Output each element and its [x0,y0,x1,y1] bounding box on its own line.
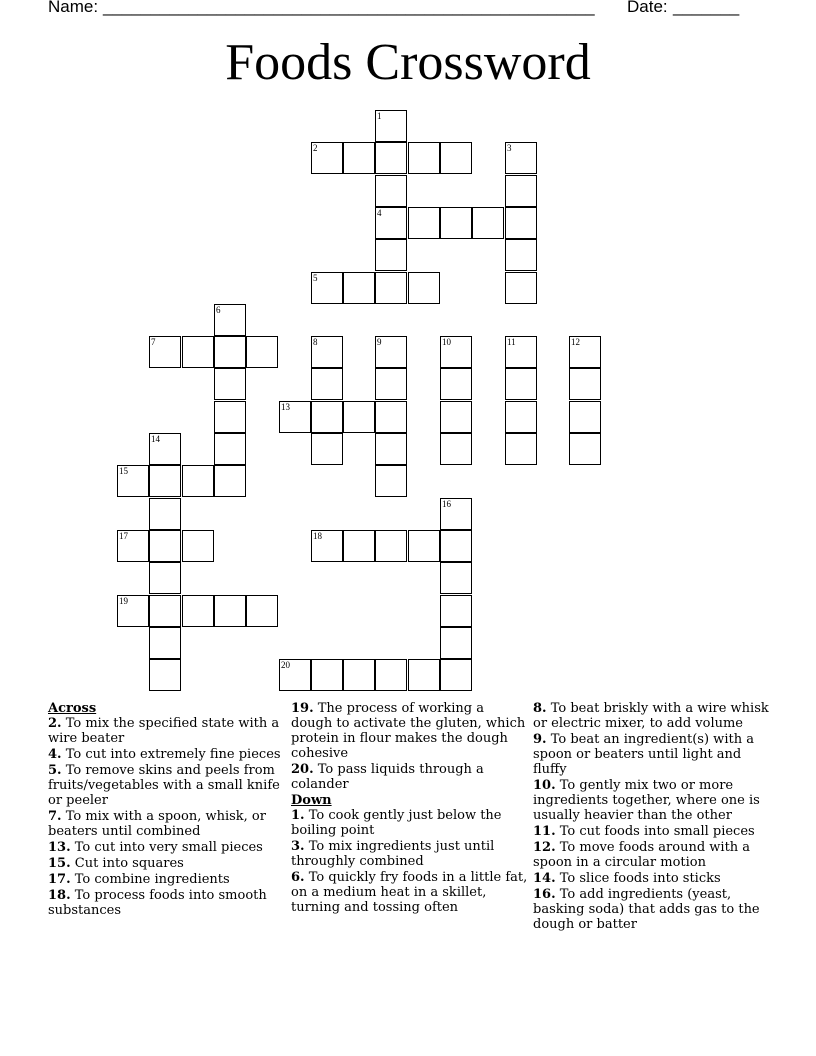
grid-cell[interactable] [440,498,472,530]
clue-number: 20. [291,762,314,777]
clue [533,732,773,777]
clue-text: To beat an ingredient(s) with a spoon or beaters until light and fluffy [533,732,754,777]
grid-cell[interactable] [343,530,375,562]
clue-text: To mix the specified state with a wire beater [48,716,280,746]
grid-cell[interactable] [149,530,181,562]
across-clue-list [48,716,288,918]
grid-cell[interactable] [311,368,343,400]
grid-cell[interactable] [117,465,149,497]
grid-cell[interactable] [408,207,440,239]
clue-number: 7 [151,337,156,347]
grid-cell[interactable] [279,401,311,433]
grid-cell[interactable] [214,433,246,465]
grid-cell[interactable] [569,401,601,433]
grid-cell[interactable] [440,368,472,400]
grid-cell[interactable] [182,336,214,368]
date-label: Date: [627,0,668,16]
clue-number: 1. [291,808,305,823]
clue-number: 9. [533,732,547,747]
grid-cell[interactable] [440,659,472,691]
grid-cell[interactable] [440,207,472,239]
grid-cell[interactable] [279,659,311,691]
grid-cell[interactable] [440,595,472,627]
grid-cell[interactable] [375,659,407,691]
grid-cell[interactable] [408,142,440,174]
clue-text: To quickly fry foods in a little fat, on a medium heat in a skillet, turning and tossing often [291,870,528,915]
grid-cell[interactable] [440,530,472,562]
clue [48,763,288,808]
clues-column-1 [48,701,288,919]
clue [48,840,288,855]
clue-number: 14 [151,434,160,444]
grid-cell[interactable] [375,401,407,433]
grid-cell[interactable] [505,368,537,400]
clue-number: 10. [533,778,556,793]
clue [533,840,773,870]
clue [291,701,529,761]
clue-number: 8. [533,701,547,716]
clue-text: To cut into very small pieces [70,840,263,855]
clue [291,808,529,838]
grid-cell[interactable] [149,562,181,594]
grid-cell[interactable] [214,368,246,400]
across-heading: Across [48,701,97,716]
grid-cell[interactable] [505,336,537,368]
clue-number: 16 [442,499,451,509]
grid-cell[interactable] [375,175,407,207]
clue-number: 11 [507,337,516,347]
clue-number: 20 [281,660,290,670]
clue [48,809,288,839]
clue-number: 17. [48,872,71,887]
grid-cell[interactable] [569,368,601,400]
clue-number: 5. [48,763,62,778]
clue-number: 15. [48,856,71,871]
clue-number: 15 [119,466,128,476]
clue-number: 11. [533,824,556,839]
clue [48,747,288,762]
grid-cell[interactable] [182,530,214,562]
clue-number: 2 [313,143,318,153]
grid-cell[interactable] [440,562,472,594]
grid-cell[interactable] [182,595,214,627]
grid-cell[interactable] [505,207,537,239]
clue-text: To cook gently just below the boiling point [291,808,502,838]
down-clue-list [291,808,529,915]
grid-cell[interactable] [311,336,343,368]
grid-cell[interactable] [375,368,407,400]
grid-cell[interactable] [440,401,472,433]
clue-number: 5 [313,273,318,283]
clue-number: 7. [48,809,62,824]
grid-cell[interactable] [408,530,440,562]
grid-cell[interactable] [440,433,472,465]
grid-cell[interactable] [375,272,407,304]
grid-cell[interactable] [311,272,343,304]
name-label: Name: [48,0,99,16]
grid-cell[interactable] [311,530,343,562]
down-heading: Down [291,793,332,808]
grid-cell[interactable] [440,336,472,368]
grid-cell[interactable] [214,401,246,433]
grid-cell[interactable] [440,627,472,659]
grid-cell[interactable] [149,433,181,465]
clue-number: 6 [216,305,221,315]
grid-cell[interactable] [214,595,246,627]
name-field[interactable]: ____________________________________________________ [103,0,595,16]
grid-cell[interactable] [214,336,246,368]
clue-number: 18 [313,531,322,541]
grid-cell[interactable] [408,659,440,691]
clue-number: 3 [507,143,512,153]
grid-cell[interactable] [505,239,537,271]
clue-text: To cut into extremely fine pieces [61,747,281,762]
clue-number: 2. [48,716,62,731]
grid-cell[interactable] [149,627,181,659]
clue-text: To cut foods into small pieces [555,824,755,839]
grid-cell[interactable] [375,239,407,271]
clue-number: 8 [313,337,318,347]
grid-cell[interactable] [375,336,407,368]
across-clue-list-continued [291,701,529,792]
clue-number: 12 [571,337,580,347]
grid-cell[interactable] [375,465,407,497]
clue-number: 4. [48,747,62,762]
clue-text: To remove skins and peels from fruits/vegetables with a small knife or peeler [48,763,280,808]
grid-cell[interactable] [149,595,181,627]
clue-number: 13. [48,840,71,855]
grid-cell[interactable] [149,659,181,691]
clues-column-2 [291,701,529,916]
clue [48,856,288,871]
down-clue-list-continued [533,701,773,932]
clue-text: To beat briskly with a wire whisk or electric mixer, to add volume [533,701,769,731]
clue-text: To process foods into smooth substances [48,888,267,918]
clue [533,871,773,886]
clue-number: 4 [377,208,382,218]
grid-cell[interactable] [311,659,343,691]
grid-cell[interactable] [375,110,407,142]
clue [48,872,288,887]
clue-number: 16. [533,887,556,902]
clue-text: To combine ingredients [70,872,230,887]
clue [291,762,529,792]
clue-number: 17 [119,531,128,541]
clue-number: 12. [533,840,556,855]
grid-cell[interactable] [375,207,407,239]
clue-number: 19. [291,701,314,716]
grid-cell[interactable] [246,336,278,368]
grid-cell[interactable] [375,530,407,562]
clue-text: To move foods around with a spoon in a circular motion [533,840,751,870]
grid-cell[interactable] [375,142,407,174]
grid-cell[interactable] [214,304,246,336]
grid-cell[interactable] [472,207,504,239]
clue [48,888,288,918]
clue [533,778,773,823]
clue-number: 9 [377,337,382,347]
clue-text: To add ingredients (yeast, basking soda) that adds gas to the dough or batter [533,887,760,932]
grid-cell[interactable] [182,465,214,497]
grid-cell[interactable] [214,465,246,497]
grid-cell[interactable] [408,272,440,304]
clue [533,701,773,731]
grid-cell[interactable] [149,465,181,497]
grid-cell[interactable] [311,142,343,174]
clue-number: 14. [533,871,556,886]
clue-number: 19 [119,596,128,606]
grid-cell[interactable] [569,336,601,368]
clue-text: To mix with a spoon, whisk, or beaters until combined [48,809,266,839]
clue-number: 1 [377,111,382,121]
grid-cell[interactable] [311,401,343,433]
clue-number: 10 [442,337,451,347]
clue-text: To pass liquids through a colander [291,762,484,792]
grid-cell[interactable] [505,272,537,304]
grid-cell[interactable] [343,272,375,304]
clue-text: To gently mix two or more ingredients together, where one is usually heavier than the other [533,778,760,823]
clue-text: To mix ingredients just until throughly combined [291,839,495,869]
clue-number: 13 [281,402,290,412]
date-field[interactable]: _______ [673,0,740,16]
grid-cell[interactable] [117,595,149,627]
clue-text: The process of working a dough to activate the gluten, which protein in flour makes the dough cohesive [291,701,526,761]
clue-number: 6. [291,870,305,885]
clue-text: To slice foods into sticks [555,871,721,886]
clue-number: 3. [291,839,305,854]
grid-cell[interactable] [505,433,537,465]
clue [533,824,773,839]
grid-cell[interactable] [505,142,537,174]
grid-cell[interactable] [246,595,278,627]
clue-number: 18. [48,888,71,903]
grid-cell[interactable] [343,401,375,433]
clue [291,870,529,915]
clue-text: Cut into squares [70,856,184,871]
grid-cell[interactable] [343,142,375,174]
grid-cell[interactable] [343,659,375,691]
grid-cell[interactable] [505,175,537,207]
clue [291,839,529,869]
grid-cell[interactable] [569,433,601,465]
grid-cell[interactable] [375,433,407,465]
clues-column-3 [533,701,773,933]
grid-cell[interactable] [311,433,343,465]
grid-cell[interactable] [117,530,149,562]
grid-cell[interactable] [440,142,472,174]
clue [533,887,773,932]
grid-cell[interactable] [149,336,181,368]
grid-cell[interactable] [505,401,537,433]
grid-cell[interactable] [149,498,181,530]
page-title: Foods Crossword [225,34,591,91]
clue [48,716,288,746]
